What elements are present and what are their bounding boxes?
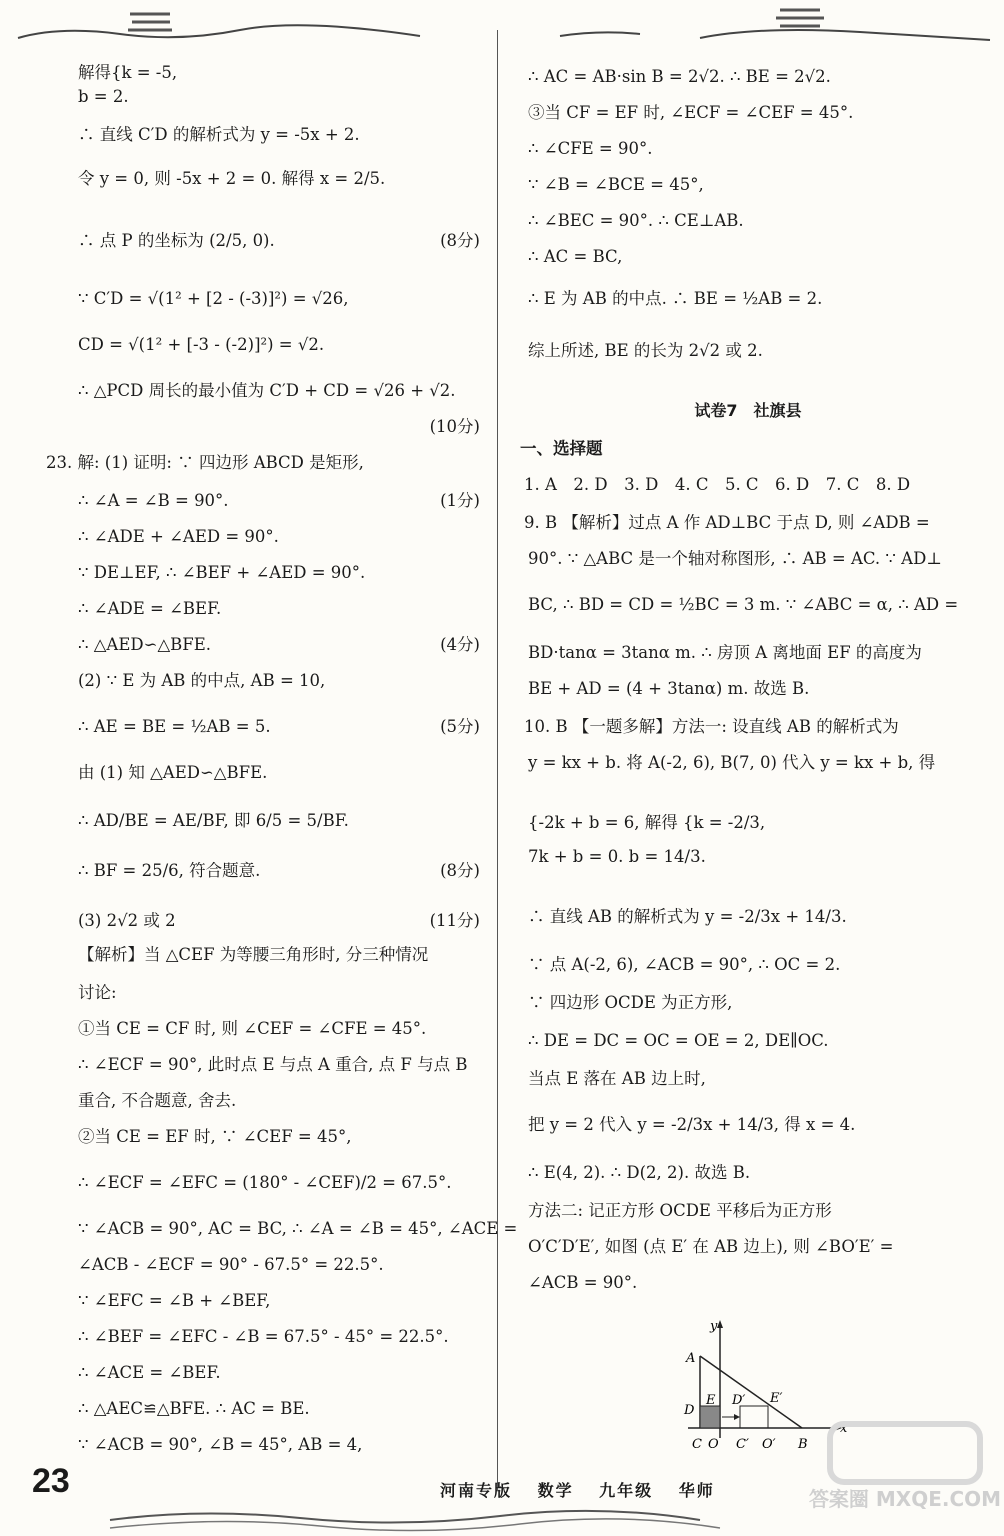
text-line: 重合, 不合题意, 舍去.	[78, 1091, 237, 1110]
text-line: ∴ E 为 AB 的中点. ∴ BE = ½AB = 2.	[528, 289, 823, 308]
text-line: BE + AD = (4 + 3tanα) m. 故选 B.	[528, 679, 810, 698]
text-line: {-2k + b = 6, 解得 {k = -2/3,	[528, 813, 766, 832]
text-line: ∵ ∠B = ∠BCE = 45°,	[528, 175, 704, 194]
label-o-prime: O′	[762, 1437, 776, 1452]
text-line: y = kx + b. 将 A(-2, 6), B(7, 0) 代入 y = kx + b, 得	[528, 753, 936, 772]
text-line: ∠ACB - ∠ECF = 90° - 67.5° = 22.5°.	[78, 1255, 384, 1274]
text-line: 90°. ∵ △ABC 是一个轴对称图形, ∴ AB = AC. ∵ AD⊥	[528, 549, 942, 568]
text-line: 【解析】当 △CEF 为等腰三角形时, 分三种情况	[78, 945, 429, 964]
text-line: ∴ 直线 AB 的解析式为 y = -2/3x + 14/3.	[528, 907, 847, 926]
text-line: ∴ ∠ECF = ∠EFC = (180° - ∠CEF)/2 = 67.5°.	[78, 1173, 452, 1192]
text-line: ③当 CF = EF 时, ∠ECF = ∠CEF = 45°.	[528, 103, 854, 122]
text-line: 令 y = 0, 则 -5x + 2 = 0. 解得 x = 2/5.	[78, 169, 386, 188]
text-line: ∴ ∠ACE = ∠BEF.	[78, 1363, 221, 1382]
text-line: (3) 2√2 或 2	[78, 911, 176, 930]
watermark-logo	[808, 1418, 1002, 1522]
text-line: 7k + b = 0. b = 14/3.	[528, 847, 706, 866]
text-line: ∵ DE⊥EF, ∴ ∠BEF + ∠AED = 90°.	[78, 563, 366, 582]
text-line: 当点 E 落在 AB 边上时,	[528, 1069, 706, 1088]
text-line: 方法二: 记正方形 OCDE 平移后为正方形	[528, 1201, 832, 1220]
text-line: ∴ AC = BC,	[528, 247, 623, 266]
text-line: ∴ AE = BE = ½AB = 5.	[78, 717, 271, 736]
text-line: 9. B 【解析】过点 A 作 AD⊥BC 于点 D, 则 ∠ADB =	[524, 513, 930, 532]
score-label: (5分)	[440, 717, 480, 736]
text-line: 综上所述, BE 的长为 2√2 或 2.	[528, 341, 763, 360]
y-axis-arrow	[717, 1320, 723, 1328]
section-title: 试卷7 社旗县	[694, 401, 802, 420]
text-line: ∵ ∠EFC = ∠B + ∠BEF,	[78, 1291, 271, 1310]
text-line: b = 2.	[78, 87, 129, 106]
text-line: ∴ ∠ECF = 90°, 此时点 E 与点 A 重合, 点 F 与点 B	[78, 1055, 468, 1074]
score-label: (4分)	[440, 635, 480, 654]
text-line: 由 (1) 知 △AED∽△BFE.	[78, 763, 268, 782]
score-label: (11分)	[429, 911, 480, 930]
label-a: A	[686, 1351, 696, 1366]
translation-arrowhead	[734, 1414, 740, 1420]
text-line: ∴ ∠BEC = 90°. ∴ CE⊥AB.	[528, 211, 744, 230]
label-x: x	[840, 1421, 848, 1436]
page-number: 23	[32, 1462, 70, 1500]
text-line: ①当 CE = CF 时, 则 ∠CEF = ∠CFE = 45°.	[78, 1019, 427, 1038]
text-line: ∴ AC = AB·sin B = 2√2. ∴ BE = 2√2.	[528, 67, 831, 86]
column-divider	[497, 30, 498, 1490]
label-e-prime: E′	[770, 1391, 783, 1406]
score-label: (10分)	[429, 417, 480, 436]
problem-23-heading: 23. 解: (1) 证明: ∵ 四边形 ABCD 是矩形,	[46, 453, 364, 472]
text-line: ②当 CE = EF 时, ∵ ∠CEF = 45°,	[78, 1127, 352, 1146]
text-line: ∵ ∠ACB = 90°, ∠B = 45°, AB = 4,	[78, 1435, 363, 1454]
label-o: O	[708, 1437, 719, 1452]
score-label: (1分)	[440, 491, 480, 510]
label-b: B	[798, 1437, 808, 1452]
label-e: E	[706, 1393, 716, 1408]
text-line: 10. B 【一题多解】方法一: 设直线 AB 的解析式为	[524, 717, 899, 736]
section-heading: 一、选择题	[520, 439, 603, 458]
text-line: BD·tanα = 3tanα m. ∴ 房顶 A 离地面 EF 的高度为	[528, 643, 922, 662]
label-c-prime: C′	[736, 1437, 749, 1452]
label-y: y	[710, 1319, 718, 1334]
text-line: ∠ACB = 90°.	[528, 1273, 638, 1292]
text-line: ∴ ∠ADE = ∠BEF.	[78, 599, 222, 618]
label-d-prime: D′	[732, 1393, 746, 1408]
text-line: ∵ C′D = √(1² + [2 - (-3)]²) = √26,	[78, 289, 349, 308]
text-line: 解得{k = -5,	[78, 63, 178, 82]
text-line: ∴ 点 P 的坐标为 (2/5, 0).	[78, 231, 275, 250]
answer-line: 1. A 2. D 3. D 4. C 5. C 6. D 7. C 8. D	[524, 475, 911, 494]
text-line: ∴ △PCD 周长的最小值为 C′D + CD = √26 + √2.	[78, 381, 456, 400]
square-o-c-d-e-prime	[740, 1406, 768, 1428]
text-line: ∴ AD/BE = AE/BF, 即 6/5 = 5/BF.	[78, 811, 349, 830]
score-label: (8分)	[440, 861, 480, 880]
text-line: ∵ ∠ACB = 90°, AC = BC, ∴ ∠A = ∠B = 45°, ∠ACE =	[78, 1219, 518, 1238]
text-line: ∴ BF = 25/6, 符合题意.	[78, 861, 261, 880]
watermark-text: 答案圈 MXQE.COM	[808, 1487, 1002, 1511]
footer-text: 河南专版 数学 九年级 华师	[440, 1481, 715, 1500]
text-line: ∴ △AEC≌△BFE. ∴ AC = BE.	[78, 1399, 310, 1418]
text-line: ∴ E(4, 2). ∴ D(2, 2). 故选 B.	[528, 1163, 751, 1182]
text-line: ∴ ∠A = ∠B = 90°.	[78, 491, 229, 510]
text-line: ∵ 点 A(-2, 6), ∠ACB = 90°, ∴ OC = 2.	[528, 955, 841, 974]
text-line: ∴ DE = DC = OC = OE = 2, DE∥OC.	[528, 1031, 829, 1050]
label-d: D	[684, 1403, 695, 1418]
text-line: 把 y = 2 代入 y = -2/3x + 14/3, 得 x = 4.	[528, 1115, 856, 1134]
text-line: (2) ∵ E 为 AB 的中点, AB = 10,	[78, 671, 326, 690]
text-line: ∴ ∠ADE + ∠AED = 90°.	[78, 527, 279, 546]
text-line: ∴ △AED∽△BFE.	[78, 635, 211, 654]
text-line: O′C′D′E′, 如图 (点 E′ 在 AB 边上), 则 ∠BO′E′ =	[528, 1237, 894, 1256]
text-line: CD = √(1² + [-3 - (-2)]²) = √2.	[78, 335, 325, 354]
square-ocde	[700, 1406, 720, 1428]
label-c: C	[692, 1437, 702, 1452]
text-line: 讨论:	[78, 983, 117, 1002]
text-line: ∵ 四边形 OCDE 为正方形,	[528, 993, 733, 1012]
top-border-ornament	[0, 0, 1004, 40]
text-line: ∴ 直线 C′D 的解析式为 y = -5x + 2.	[78, 125, 360, 144]
text-line: ∴ ∠BEF = ∠EFC - ∠B = 67.5° - 45° = 22.5°.	[78, 1327, 449, 1346]
text-line: ∴ ∠CFE = 90°.	[528, 139, 653, 158]
score-label: (8分)	[440, 231, 480, 250]
text-line: BC, ∴ BD = CD = ½BC = 3 m. ∵ ∠ABC = α, ∴ AD =	[528, 595, 959, 614]
